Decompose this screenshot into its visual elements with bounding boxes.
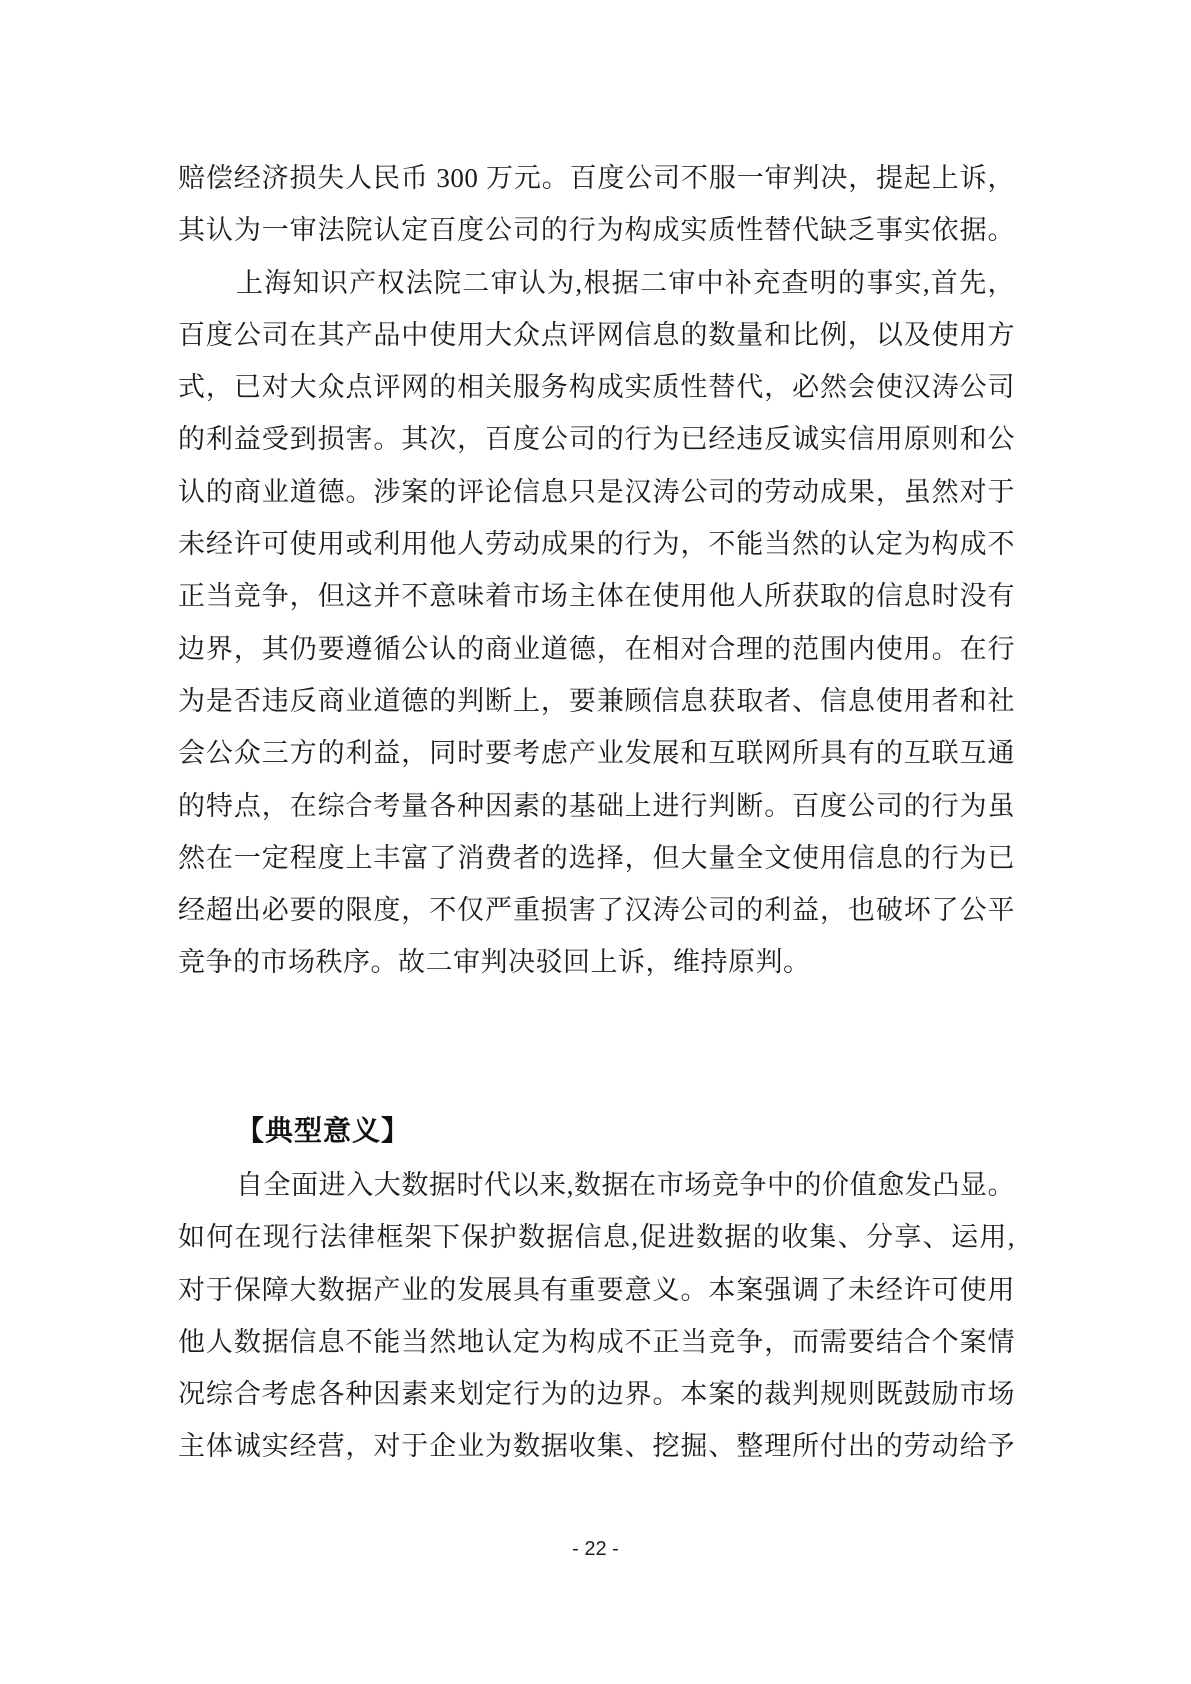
significance-text-block bbox=[178, 1159, 1015, 1473]
body-line: 对于保障大数据产业的发展具有重要意义。本案强调了未经许可使用 bbox=[178, 1274, 1015, 1305]
page-number: - 22 - bbox=[572, 1538, 619, 1560]
body-line: 自全面进入大数据时代以来,数据在市场竞争中的价值愈发凸显。 bbox=[236, 1170, 1015, 1200]
body-line: 主体诚实经营，对于企业为数据收集、挖掘、整理所付出的劳动给予 bbox=[178, 1431, 1015, 1462]
body-line: 然在一定程度上丰富了消费者的选择，但大量全文使用信息的行为已 bbox=[178, 842, 1015, 873]
body-line: 认的商业道德。涉案的评论信息只是汉涛公司的劳动成果，虽然对于 bbox=[178, 476, 1015, 507]
body-line: 如何在现行法律框架下保护数据信息,促进数据的收集、分享、运用, bbox=[178, 1222, 1015, 1253]
body-line: 其认为一审法院认定百度公司的行为构成实质性替代缺乏事实依据。 bbox=[178, 215, 1015, 246]
body-line: 百度公司在其产品中使用大众点评网信息的数量和比例，以及使用方 bbox=[178, 319, 1015, 350]
body-line: 况综合考虑各种因素来划定行为的边界。本案的裁判规则既鼓励市场 bbox=[178, 1379, 1015, 1410]
body-line: 会公众三方的利益，同时要考虑产业发展和互联网所具有的互联互通 bbox=[178, 738, 1015, 769]
body-line: 上海知识产权法院二审认为,根据二审中补充查明的事实,首先， bbox=[236, 267, 1015, 298]
body-line: 的利益受到损害。其次，百度公司的行为已经违反诚实信用原则和公 bbox=[178, 424, 1015, 455]
body-text-block bbox=[178, 152, 1015, 989]
section-heading-typical-significance: 【典型意义】 bbox=[236, 1116, 411, 1147]
body-line: 的特点，在综合考量各种因素的基础上进行判断。百度公司的行为虽 bbox=[178, 790, 1015, 821]
body-line: 为是否违反商业道德的判断上，要兼顾信息获取者、信息使用者和社 bbox=[178, 685, 1015, 716]
body-line: 经超出必要的限度，不仅严重损害了汉涛公司的利益，也破坏了公平 bbox=[178, 895, 1015, 926]
body-line: 未经许可使用或利用他人劳动成果的行为，不能当然的认定为构成不 bbox=[178, 529, 1015, 560]
body-line: 式，已对大众点评网的相关服务构成实质性替代，必然会使汉涛公司 bbox=[178, 372, 1015, 403]
body-line: 赔偿经济损失人民币 300 万元。百度公司不服一审判决，提起上诉， bbox=[178, 163, 1015, 193]
body-line: 他人数据信息不能当然地认定为构成不正当竞争，而需要结合个案情 bbox=[178, 1326, 1015, 1357]
body-line: 边界，其仍要遵循公认的商业道德，在相对合理的范围内使用。在行 bbox=[178, 633, 1015, 664]
body-line: 竞争的市场秩序。故二审判决驳回上诉，维持原判。 bbox=[178, 947, 811, 978]
body-line: 正当竞争，但这并不意味着市场主体在使用他人所获取的信息时没有 bbox=[178, 581, 1015, 612]
